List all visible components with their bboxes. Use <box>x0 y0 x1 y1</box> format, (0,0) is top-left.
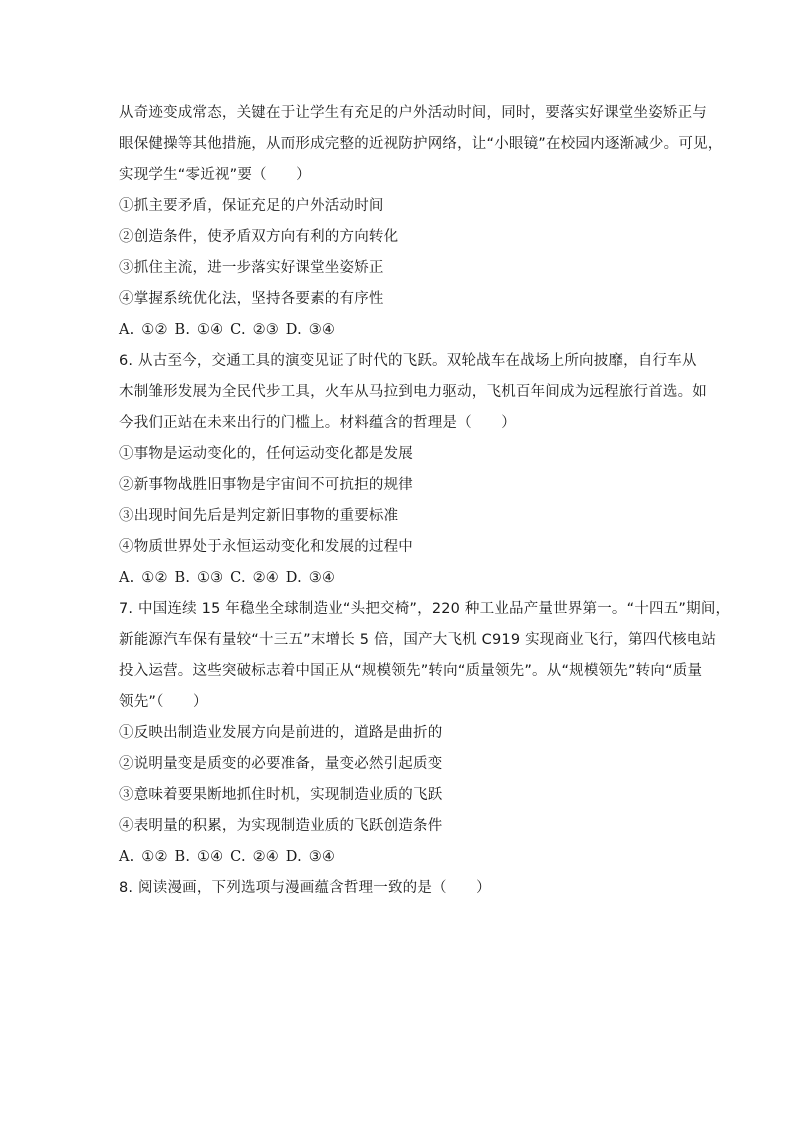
answer-choices: A. ①② B. ①③ C. ②④ D. ③④ <box>119 570 336 586</box>
option-2: ②说明量变是质变的必要准备，量变必然引起质变 <box>119 756 443 772</box>
option-4: ④物质世界处于永恒运动变化和发展的过程中 <box>119 539 413 555</box>
document-body <box>119 98 731 904</box>
question-text-line: 7. 中国连续 15 年稳坐全球制造业“头把交椅”，220 种工业品产量世界第一。“十四五”期间， <box>119 601 731 617</box>
question-text-line: 从奇迹变成常态，关键在于让学生有充足的户外活动时间，同时，要落实好课堂坐姿矫正与 <box>119 105 707 121</box>
option-4: ④表明量的积累，为实现制造业质的飞跃创造条件 <box>119 818 443 834</box>
answer-choices: A. ①② B. ①④ C. ②④ D. ③④ <box>119 849 336 865</box>
question-5-continued <box>119 98 723 346</box>
question-text-line: 木制雏形发展为全民代步工具，火车从马拉到电力驱动，飞机百年间成为远程旅行首选。如 <box>119 384 707 400</box>
option-4: ④掌握系统优化法，坚持各要素的有序性 <box>119 291 384 307</box>
option-3: ③出现时间先后是判定新旧事物的重要标准 <box>119 508 399 524</box>
question-text-line: 8. 阅读漫画，下列选项与漫画蕴含哲理一致的是（ ） <box>119 880 491 896</box>
question-text-line: 领先”（ ） <box>119 694 208 710</box>
option-3: ③抓住主流，进一步落实好课堂坐姿矫正 <box>119 260 384 276</box>
option-1: ①反映出制造业发展方向是前进的，道路是曲折的 <box>119 725 443 741</box>
option-1: ①事物是运动变化的，任何运动变化都是发展 <box>119 446 413 462</box>
question-text-line: 实现学生“零近视”要（ ） <box>119 167 311 183</box>
question-7 <box>119 594 731 873</box>
question-text-line: 6. 从古至今，交通工具的演变见证了时代的飞跃。双轮战车在战场上所向披靡，自行车从 <box>119 353 697 369</box>
question-text-line: 眼保健操等其他措施，从而形成完整的近视防护网络，让“小眼镜”在校园内逐渐减少。可见， <box>119 136 723 152</box>
question-8 <box>119 873 699 904</box>
question-text-line: 投入运营。这些突破标志着中国正从“规模领先”转向“质量领先”。从“规模领先”转向“质量 <box>119 663 703 679</box>
question-6 <box>119 346 707 594</box>
question-text-line: 今我们正站在未来出行的门槛上。材料蕴含的哲理是（ ） <box>119 415 516 431</box>
question-text-line: 新能源汽车保有量较“十三五”末增长 5 倍，国产大飞机 C919 实现商业飞行，第四代核电站 <box>119 632 717 648</box>
option-1: ①抓主要矛盾，保证充足的户外活动时间 <box>119 198 384 214</box>
option-3: ③意味着要果断地抓住时机，实现制造业质的飞跃 <box>119 787 443 803</box>
option-2: ②创造条件，使矛盾双方向有利的方向转化 <box>119 229 399 245</box>
option-2: ②新事物战胜旧事物是宇宙间不可抗拒的规律 <box>119 477 413 493</box>
answer-choices: A. ①② B. ①④ C. ②③ D. ③④ <box>119 322 336 338</box>
